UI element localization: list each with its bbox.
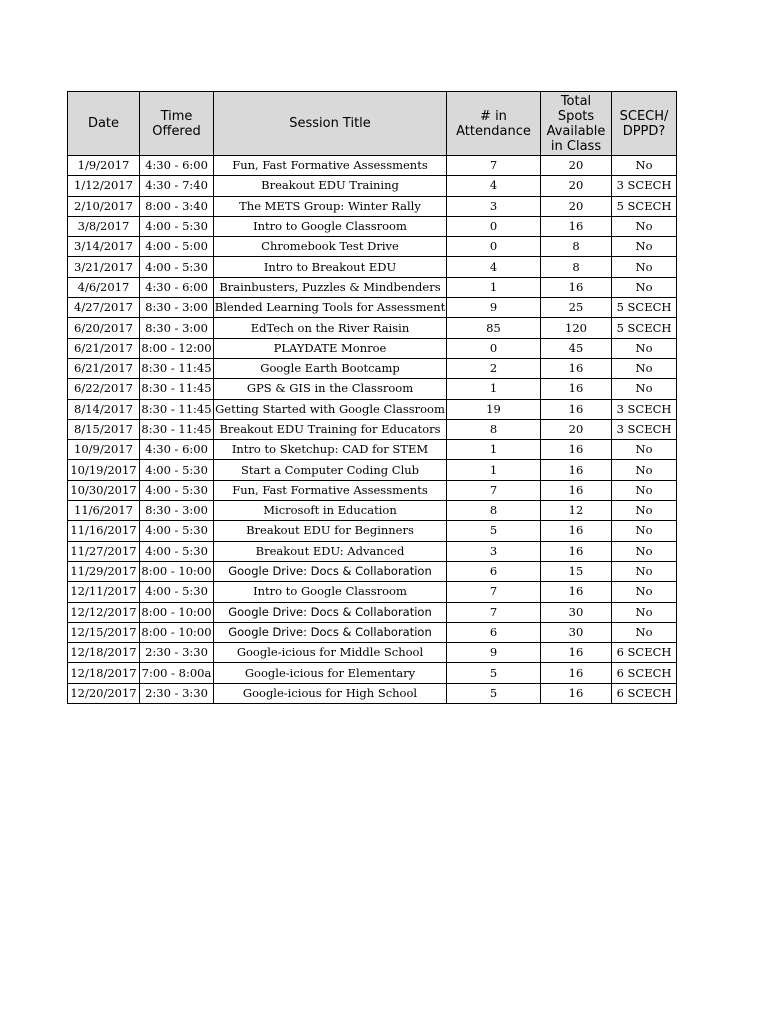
cell-attendance: 7 <box>447 156 541 176</box>
cell-total-spots: 16 <box>541 216 612 236</box>
cell-total-spots: 16 <box>541 643 612 663</box>
table-row <box>68 541 677 561</box>
table-row <box>68 521 677 541</box>
cell-date: 4/27/2017 <box>68 298 140 318</box>
cell-date: 6/22/2017 <box>68 379 140 399</box>
cell-total-spots: 30 <box>541 622 612 642</box>
cell-attendance: 6 <box>447 622 541 642</box>
cell-scech-dppd: No <box>612 379 677 399</box>
cell-total-spots: 8 <box>541 257 612 277</box>
table-row <box>68 277 677 297</box>
cell-date: 10/30/2017 <box>68 480 140 500</box>
cell-attendance: 7 <box>447 582 541 602</box>
cell-attendance: 85 <box>447 318 541 338</box>
cell-total-spots: 16 <box>541 582 612 602</box>
cell-date: 8/15/2017 <box>68 419 140 439</box>
cell-total-spots: 16 <box>541 480 612 500</box>
cell-scech-dppd: No <box>612 277 677 297</box>
cell-scech-dppd: 3 SCECH <box>612 399 677 419</box>
cell-time-offered: 8:00 - 3:40 <box>140 196 214 216</box>
cell-total-spots: 16 <box>541 663 612 683</box>
cell-time-offered: 8:30 - 11:45 <box>140 419 214 439</box>
cell-session-title: PLAYDATE Monroe <box>214 338 447 358</box>
table-row <box>68 663 677 683</box>
cell-time-offered: 4:00 - 5:30 <box>140 216 214 236</box>
header-time-offered: Time Offered <box>140 92 214 156</box>
table-header-row <box>68 92 677 156</box>
cell-scech-dppd: No <box>612 541 677 561</box>
cell-date: 12/11/2017 <box>68 582 140 602</box>
cell-date: 2/10/2017 <box>68 196 140 216</box>
cell-date: 4/6/2017 <box>68 277 140 297</box>
cell-date: 12/18/2017 <box>68 663 140 683</box>
cell-session-title: Intro to Sketchup: CAD for STEM <box>214 440 447 460</box>
cell-date: 11/16/2017 <box>68 521 140 541</box>
cell-session-title: Google Drive: Docs & Collaboration <box>214 561 447 581</box>
table-row <box>68 460 677 480</box>
cell-scech-dppd: 6 SCECH <box>612 643 677 663</box>
cell-scech-dppd: No <box>612 622 677 642</box>
cell-total-spots: 16 <box>541 460 612 480</box>
cell-session-title: Microsoft in Education <box>214 501 447 521</box>
cell-attendance: 3 <box>447 196 541 216</box>
cell-scech-dppd: 6 SCECH <box>612 683 677 703</box>
cell-scech-dppd: No <box>612 237 677 257</box>
cell-attendance: 0 <box>447 216 541 236</box>
header-scech-dppd: SCECH/ DPPD? <box>612 92 677 156</box>
cell-time-offered: 4:00 - 5:30 <box>140 582 214 602</box>
cell-date: 11/6/2017 <box>68 501 140 521</box>
cell-total-spots: 45 <box>541 338 612 358</box>
cell-session-title: Chromebook Test Drive <box>214 237 447 257</box>
cell-total-spots: 120 <box>541 318 612 338</box>
table-row <box>68 298 677 318</box>
cell-total-spots: 8 <box>541 237 612 257</box>
cell-total-spots: 25 <box>541 298 612 318</box>
cell-attendance: 8 <box>447 501 541 521</box>
cell-time-offered: 4:00 - 5:00 <box>140 237 214 257</box>
table-row <box>68 379 677 399</box>
cell-total-spots: 16 <box>541 379 612 399</box>
cell-time-offered: 8:30 - 11:45 <box>140 358 214 378</box>
cell-session-title: Intro to Breakout EDU <box>214 257 447 277</box>
cell-scech-dppd: No <box>612 440 677 460</box>
table-body <box>68 156 677 704</box>
cell-date: 12/12/2017 <box>68 602 140 622</box>
cell-date: 10/19/2017 <box>68 460 140 480</box>
cell-scech-dppd: No <box>612 338 677 358</box>
cell-time-offered: 4:00 - 5:30 <box>140 541 214 561</box>
cell-session-title: Breakout EDU for Beginners <box>214 521 447 541</box>
table-row <box>68 257 677 277</box>
cell-session-title: Google Drive: Docs & Collaboration <box>214 622 447 642</box>
cell-attendance: 1 <box>447 379 541 399</box>
cell-session-title: GPS & GIS in the Classroom <box>214 379 447 399</box>
cell-time-offered: 2:30 - 3:30 <box>140 683 214 703</box>
cell-time-offered: 4:30 - 6:00 <box>140 440 214 460</box>
table-row <box>68 399 677 419</box>
cell-time-offered: 8:30 - 3:00 <box>140 298 214 318</box>
table-row <box>68 338 677 358</box>
cell-session-title: Google-icious for Elementary <box>214 663 447 683</box>
cell-session-title: Google-icious for Middle School <box>214 643 447 663</box>
table-row <box>68 440 677 460</box>
table-row <box>68 156 677 176</box>
header-total-spots: Total Spots Available in Class <box>541 92 612 156</box>
table-row <box>68 643 677 663</box>
cell-date: 12/15/2017 <box>68 622 140 642</box>
cell-date: 6/21/2017 <box>68 358 140 378</box>
cell-scech-dppd: No <box>612 501 677 521</box>
cell-attendance: 1 <box>447 440 541 460</box>
cell-time-offered: 8:00 - 12:00 <box>140 338 214 358</box>
cell-attendance: 0 <box>447 237 541 257</box>
cell-time-offered: 8:30 - 11:45 <box>140 399 214 419</box>
cell-total-spots: 16 <box>541 277 612 297</box>
cell-time-offered: 8:30 - 11:45 <box>140 379 214 399</box>
table-row <box>68 602 677 622</box>
cell-time-offered: 2:30 - 3:30 <box>140 643 214 663</box>
cell-scech-dppd: 6 SCECH <box>612 663 677 683</box>
cell-date: 6/21/2017 <box>68 338 140 358</box>
cell-session-title: Brainbusters, Puzzles & Mindbenders <box>214 277 447 297</box>
cell-date: 1/9/2017 <box>68 156 140 176</box>
cell-scech-dppd: No <box>612 602 677 622</box>
cell-attendance: 5 <box>447 663 541 683</box>
sessions-table <box>67 91 677 704</box>
cell-time-offered: 4:30 - 6:00 <box>140 156 214 176</box>
cell-time-offered: 4:00 - 5:30 <box>140 460 214 480</box>
cell-scech-dppd: No <box>612 561 677 581</box>
table-row <box>68 622 677 642</box>
cell-session-title: Fun, Fast Formative Assessments <box>214 480 447 500</box>
table-row <box>68 237 677 257</box>
cell-attendance: 5 <box>447 683 541 703</box>
session-log-sheet <box>67 91 676 704</box>
cell-total-spots: 30 <box>541 602 612 622</box>
cell-attendance: 0 <box>447 338 541 358</box>
cell-scech-dppd: 5 SCECH <box>612 318 677 338</box>
table-row <box>68 358 677 378</box>
cell-session-title: EdTech on the River Raisin <box>214 318 447 338</box>
cell-session-title: Google Earth Bootcamp <box>214 358 447 378</box>
cell-total-spots: 16 <box>541 399 612 419</box>
cell-date: 3/14/2017 <box>68 237 140 257</box>
header-session-title: Session Title <box>214 92 447 156</box>
cell-scech-dppd: No <box>612 358 677 378</box>
cell-time-offered: 8:30 - 3:00 <box>140 318 214 338</box>
cell-date: 3/8/2017 <box>68 216 140 236</box>
cell-time-offered: 7:00 - 8:00a <box>140 663 214 683</box>
cell-scech-dppd: 3 SCECH <box>612 176 677 196</box>
cell-total-spots: 16 <box>541 440 612 460</box>
cell-date: 6/20/2017 <box>68 318 140 338</box>
cell-total-spots: 16 <box>541 683 612 703</box>
cell-attendance: 6 <box>447 561 541 581</box>
cell-date: 11/29/2017 <box>68 561 140 581</box>
cell-time-offered: 8:00 - 10:00 <box>140 622 214 642</box>
cell-scech-dppd: No <box>612 257 677 277</box>
cell-date: 11/27/2017 <box>68 541 140 561</box>
cell-date: 10/9/2017 <box>68 440 140 460</box>
cell-total-spots: 12 <box>541 501 612 521</box>
header-date: Date <box>68 92 140 156</box>
cell-attendance: 7 <box>447 602 541 622</box>
cell-session-title: Intro to Google Classroom <box>214 216 447 236</box>
header-attendance: # in Attendance <box>447 92 541 156</box>
cell-scech-dppd: 3 SCECH <box>612 419 677 439</box>
cell-time-offered: 8:00 - 10:00 <box>140 602 214 622</box>
cell-time-offered: 4:30 - 6:00 <box>140 277 214 297</box>
cell-time-offered: 8:00 - 10:00 <box>140 561 214 581</box>
table-row <box>68 176 677 196</box>
cell-total-spots: 20 <box>541 156 612 176</box>
cell-session-title: Google Drive: Docs & Collaboration <box>214 602 447 622</box>
table-row <box>68 419 677 439</box>
cell-attendance: 3 <box>447 541 541 561</box>
table-row <box>68 561 677 581</box>
cell-total-spots: 15 <box>541 561 612 581</box>
cell-session-title: Start a Computer Coding Club <box>214 460 447 480</box>
table-row <box>68 318 677 338</box>
cell-total-spots: 20 <box>541 419 612 439</box>
cell-time-offered: 4:00 - 5:30 <box>140 480 214 500</box>
cell-scech-dppd: No <box>612 156 677 176</box>
cell-scech-dppd: No <box>612 460 677 480</box>
cell-time-offered: 4:00 - 5:30 <box>140 521 214 541</box>
cell-scech-dppd: No <box>612 521 677 541</box>
cell-attendance: 4 <box>447 257 541 277</box>
table-row <box>68 216 677 236</box>
cell-attendance: 4 <box>447 176 541 196</box>
cell-session-title: Fun, Fast Formative Assessments <box>214 156 447 176</box>
cell-date: 8/14/2017 <box>68 399 140 419</box>
cell-total-spots: 20 <box>541 176 612 196</box>
cell-session-title: The METS Group: Winter Rally <box>214 196 447 216</box>
table-row <box>68 196 677 216</box>
cell-attendance: 9 <box>447 643 541 663</box>
cell-attendance: 8 <box>447 419 541 439</box>
cell-date: 1/12/2017 <box>68 176 140 196</box>
cell-total-spots: 16 <box>541 358 612 378</box>
cell-session-title: Blended Learning Tools for Assessment <box>214 298 447 318</box>
cell-attendance: 5 <box>447 521 541 541</box>
cell-scech-dppd: 5 SCECH <box>612 196 677 216</box>
cell-time-offered: 4:00 - 5:30 <box>140 257 214 277</box>
table-row <box>68 683 677 703</box>
cell-date: 3/21/2017 <box>68 257 140 277</box>
cell-total-spots: 20 <box>541 196 612 216</box>
cell-session-title: Getting Started with Google Classroom <box>214 399 447 419</box>
cell-date: 12/20/2017 <box>68 683 140 703</box>
cell-session-title: Breakout EDU Training <box>214 176 447 196</box>
cell-session-title: Breakout EDU Training for Educators <box>214 419 447 439</box>
cell-scech-dppd: No <box>612 582 677 602</box>
cell-attendance: 1 <box>447 277 541 297</box>
cell-time-offered: 8:30 - 3:00 <box>140 501 214 521</box>
cell-time-offered: 4:30 - 7:40 <box>140 176 214 196</box>
cell-scech-dppd: No <box>612 216 677 236</box>
cell-session-title: Google-icious for High School <box>214 683 447 703</box>
cell-attendance: 9 <box>447 298 541 318</box>
cell-total-spots: 16 <box>541 541 612 561</box>
cell-total-spots: 16 <box>541 521 612 541</box>
table-row <box>68 501 677 521</box>
table-row <box>68 582 677 602</box>
cell-session-title: Intro to Google Classroom <box>214 582 447 602</box>
table-row <box>68 480 677 500</box>
cell-scech-dppd: No <box>612 480 677 500</box>
cell-attendance: 1 <box>447 460 541 480</box>
cell-attendance: 2 <box>447 358 541 378</box>
cell-attendance: 19 <box>447 399 541 419</box>
cell-scech-dppd: 5 SCECH <box>612 298 677 318</box>
cell-attendance: 7 <box>447 480 541 500</box>
cell-date: 12/18/2017 <box>68 643 140 663</box>
cell-session-title: Breakout EDU: Advanced <box>214 541 447 561</box>
